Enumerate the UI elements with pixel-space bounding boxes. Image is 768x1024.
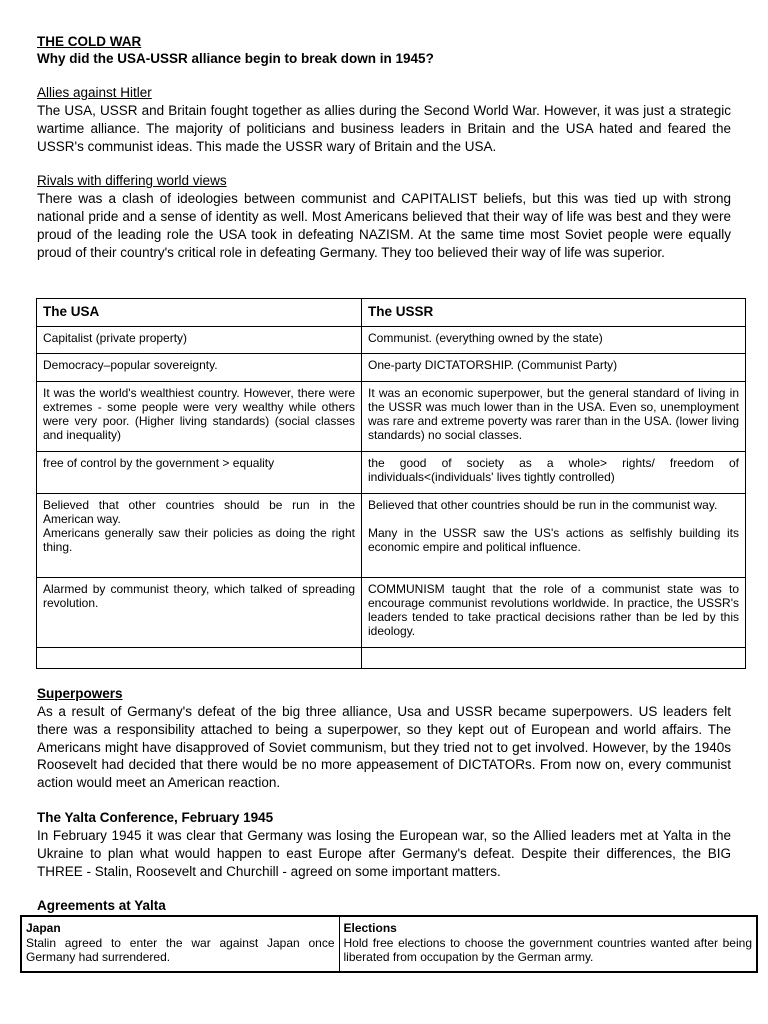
column-header-ussr: The USSR bbox=[362, 299, 746, 327]
agreement-title: Elections bbox=[343, 921, 397, 935]
page-top bbox=[37, 33, 731, 262]
rivals-paragraph: There was a clash of ideologies between communist and CAPITALIST beliefs, but this was tied up with strong national pride and a sense of identity as well. Most Americans believed that their way of life was best and they were proud of the leading role the USA took in defeating NAZISM. At the same time most Soviet people were equally proud of their country's critical role in defeating Germany. They too believed their way of life was superior. bbox=[37, 191, 731, 260]
table-row bbox=[37, 327, 746, 354]
table-cell: the good of society as a whole> rights/ freedom of individuals<(individuals' lives tightly controlled) bbox=[362, 452, 746, 494]
table-cell: Capitalist (private property) bbox=[37, 327, 362, 354]
table-cell: Communist. (everything owned by the state) bbox=[362, 327, 746, 354]
table-cell-empty bbox=[37, 648, 362, 669]
table-cell: free of control by the government > equality bbox=[37, 452, 362, 494]
table-row bbox=[37, 494, 746, 578]
page-bottom bbox=[37, 685, 731, 915]
superpowers-heading: Superpowers bbox=[37, 686, 123, 701]
table-cell: Alarmed by communist theory, which talked of spreading revolution. bbox=[37, 578, 362, 648]
table-header-row bbox=[37, 299, 746, 327]
allies-paragraph: The USA, USSR and Britain fought together as allies during the Second World War. However, it was just a strategic wartime alliance. The majority of politicians and business leaders in Britain and the USA hated and feared the USSR's communist ideas. This made the USSR wary of Britain and the USA. bbox=[37, 103, 731, 154]
table-cell: One-party DICTATORSHIP. (Communist Party) bbox=[362, 354, 746, 382]
table-cell: Democracy–popular sovereignty. bbox=[37, 354, 362, 382]
usa-ussr-comparison-table bbox=[36, 298, 746, 669]
yalta-agreements-table bbox=[20, 915, 758, 973]
table-cell: It was the world's wealthiest country. However, there were extremes - some people were very wealthy while others were very poor. (Higher living standards) (social classes and inequality) bbox=[37, 382, 362, 452]
table-cell: It was an economic superpower, but the general standard of living in the USSR was much lower than in the USA. Even so, unemployment was rare and extreme poverty was rarer than in the USA. (lower living standards) no social classes. bbox=[362, 382, 746, 452]
table-row bbox=[37, 382, 746, 452]
agreement-elections-cell bbox=[339, 916, 757, 972]
table-row bbox=[37, 354, 746, 382]
rivals-heading: Rivals with differing world views bbox=[37, 173, 227, 189]
document-title: THE COLD WAR bbox=[37, 34, 142, 49]
document-subtitle: Why did the USA-USSR alliance begin to break down in 1945? bbox=[37, 51, 434, 66]
superpowers-paragraph: As a result of Germany's defeat of the big three alliance, Usa and USSR became superpowers. US leaders felt there was a responsibility attached to being a superpower, so they kept out of European and world affairs. The Americans might have disapproved of Soviet communism, but they tried not to get involved. However, by the 1940s Roosevelt had decided that there would be no more appeasement of DICTATORs. From now on, every communist action would meet an American reaction. bbox=[37, 704, 731, 791]
agreement-text: Hold free elections to choose the government countries wanted after being liberated from occupation by the German army. bbox=[343, 935, 752, 964]
table-cell: Believed that other countries should be run in the American way. Americans generally saw their policies as doing the right thing. bbox=[37, 494, 362, 578]
table-row-empty bbox=[37, 648, 746, 669]
agreements-heading: Agreements at Yalta bbox=[37, 898, 166, 914]
table-row bbox=[37, 452, 746, 494]
allies-heading: Allies against Hitler bbox=[37, 85, 152, 100]
table-cell: COMMUNISM taught that the role of a communist state was to encourage communist revolutions worldwide. In practice, the USSR's leaders tended to take practical decisions rather than be led by this ideology. bbox=[362, 578, 746, 648]
yalta-heading: The Yalta Conference, February 1945 bbox=[37, 809, 274, 825]
agreement-title: Japan bbox=[26, 921, 61, 935]
table-cell-empty bbox=[362, 648, 746, 669]
table-row bbox=[21, 916, 757, 972]
table-cell: Believed that other countries should be run in the communist way. Many in the USSR saw the US's actions as selfishly building its economic empire and political influence. bbox=[362, 494, 746, 578]
yalta-paragraph: In February 1945 it was clear that Germany was losing the European war, so the Allied leaders met at Yalta in the Ukraine to plan what would happen to east Europe after Germany's defeat. Despite their differences, the BIG THREE - Stalin, Roosevelt and Churchill - agreed on some important matters. bbox=[37, 827, 731, 879]
agreement-japan-cell bbox=[21, 916, 339, 972]
column-header-usa: The USA bbox=[37, 299, 362, 327]
table-row bbox=[37, 578, 746, 648]
agreement-text: Stalin agreed to enter the war against Japan once Germany had surrendered. bbox=[26, 935, 335, 964]
